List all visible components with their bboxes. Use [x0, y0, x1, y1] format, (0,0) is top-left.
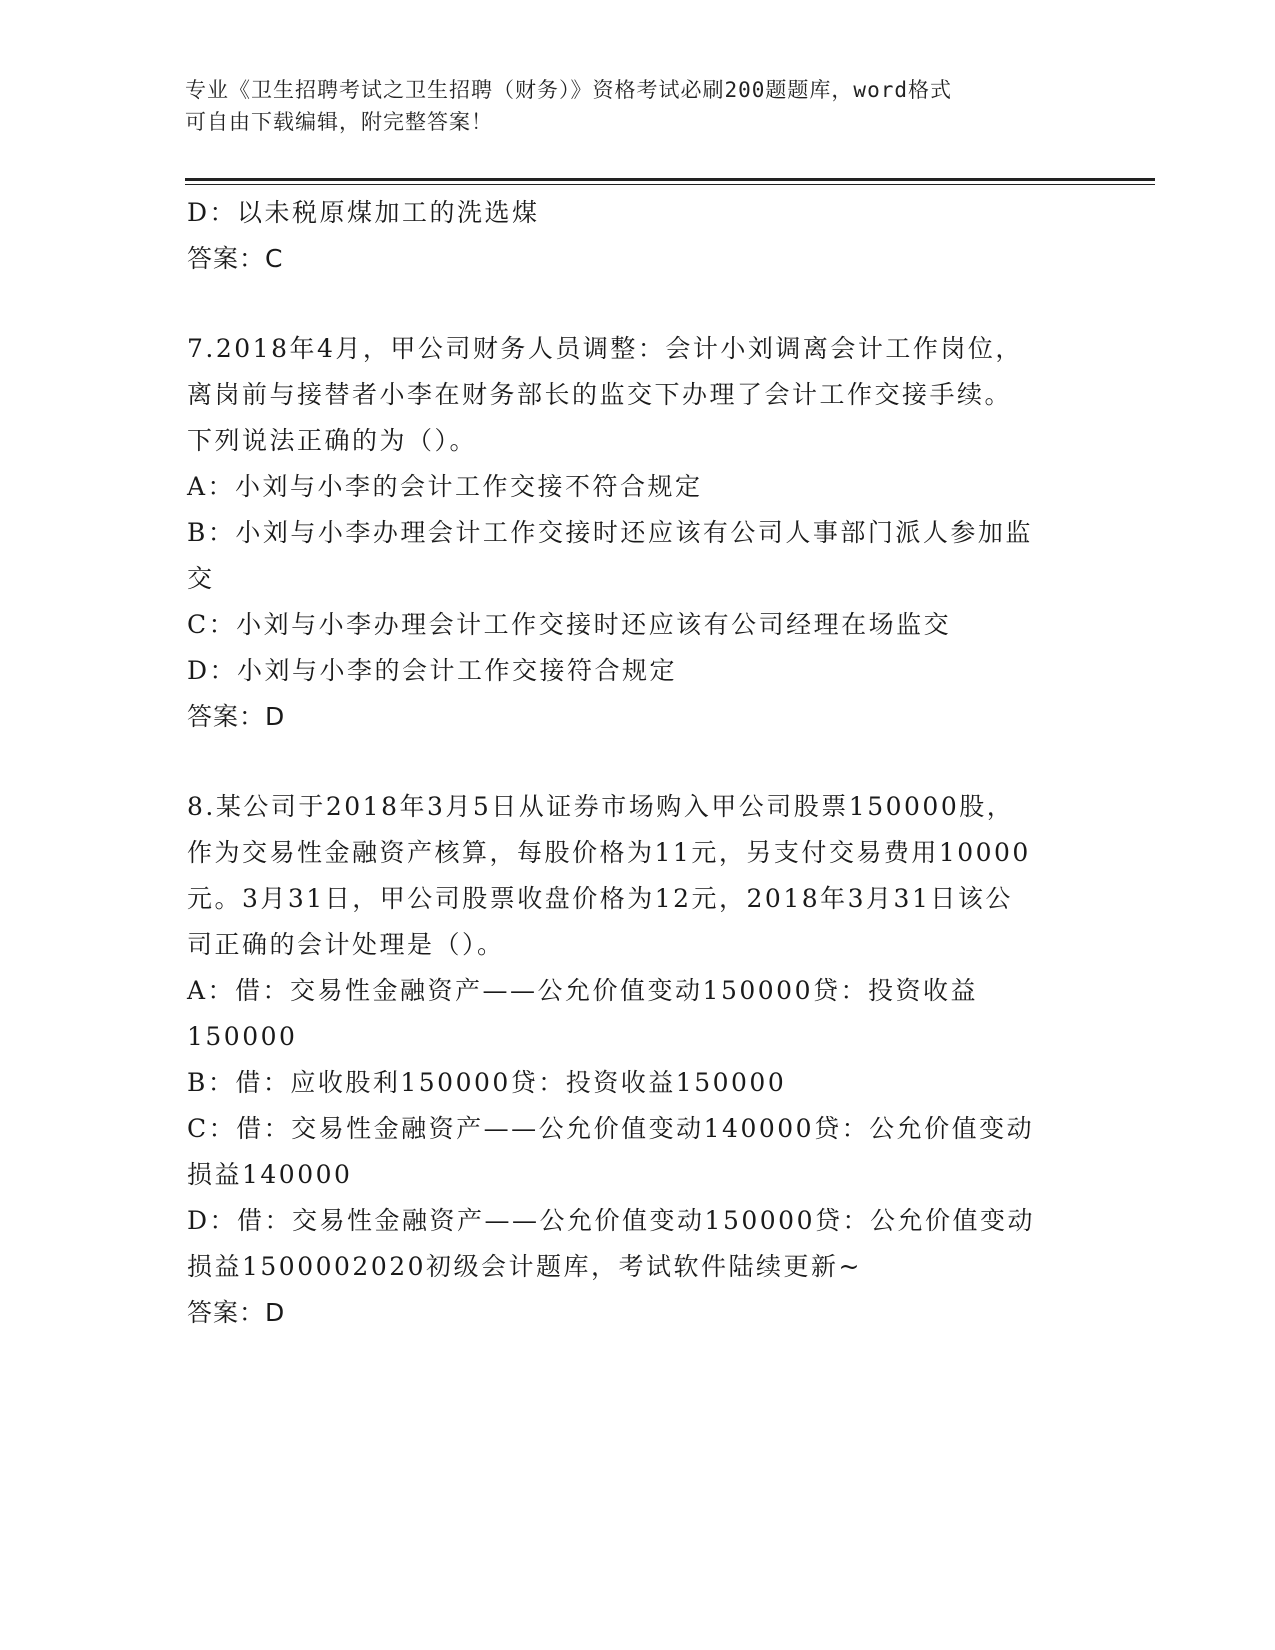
question-stem-line: 司正确的会计处理是（）。: [187, 930, 505, 959]
option-c: C：小刘与小李办理会计工作交接时还应该有公司经理在场监交: [187, 610, 952, 639]
option-c-continued: 损益140000: [187, 1160, 353, 1189]
answer: 答案：C: [187, 244, 284, 273]
question-stem-line: 下列说法正确的为（）。: [187, 426, 478, 455]
spacer: [187, 740, 1087, 784]
option-b: B：借：应收股利150000贷：投资收益150000: [187, 1068, 787, 1097]
header-rule-thin: [185, 184, 1155, 185]
question-stem-line: 离岗前与接替者小李在财务部长的监交下办理了会计工作交接手续。: [187, 380, 1013, 409]
question-stem-line: 元。3月31日，甲公司股票收盘价格为12元，2018年3月31日该公: [187, 884, 1013, 913]
question-stem-line: 8.某公司于2018年3月5日从证券市场购入甲公司股票150000股，: [187, 792, 1015, 821]
option-d: D：以未税原煤加工的洗选煤: [187, 198, 540, 227]
option-b-continued: 交: [187, 564, 215, 593]
option-d-continued: 损益1500002020初级会计题库，考试软件陆续更新~: [187, 1252, 863, 1281]
question-7: [187, 326, 1087, 740]
page-header: [185, 74, 1075, 138]
option-a-continued: 150000: [187, 1022, 298, 1051]
question-stem-line: 7.2018年4月，甲公司财务人员调整：会计小刘调离会计工作岗位，: [187, 334, 1023, 363]
question-8: [187, 784, 1087, 1336]
header-rule-thick: [185, 178, 1155, 181]
answer: 答案：D: [187, 702, 286, 731]
previous-question-tail: [187, 190, 1087, 282]
question-stem-line: 作为交易性金融资产核算，每股价格为11元，另支付交易费用10000: [187, 838, 1031, 867]
spacer: [187, 282, 1087, 326]
option-b: B：小刘与小李办理会计工作交接时还应该有公司人事部门派人参加监: [187, 518, 1033, 547]
header-title-line-1: 专业《卫生招聘考试之卫生招聘（财务）》资格考试必刷200题题库，word格式: [185, 78, 952, 102]
option-a: A：借：交易性金融资产——公允价值变动150000贷：投资收益: [187, 976, 978, 1005]
answer: 答案：D: [187, 1298, 286, 1327]
option-a: A：小刘与小李的会计工作交接不符合规定: [187, 472, 703, 501]
option-c: C：借：交易性金融资产——公允价值变动140000贷：公允价值变动: [187, 1114, 1035, 1143]
document-body: [187, 190, 1087, 1336]
option-d: D：借：交易性金融资产——公允价值变动150000贷：公允价值变动: [187, 1206, 1035, 1235]
header-title-line-2: 可自由下载编辑，附完整答案！: [185, 110, 493, 134]
option-d: D：小刘与小李的会计工作交接符合规定: [187, 656, 678, 685]
